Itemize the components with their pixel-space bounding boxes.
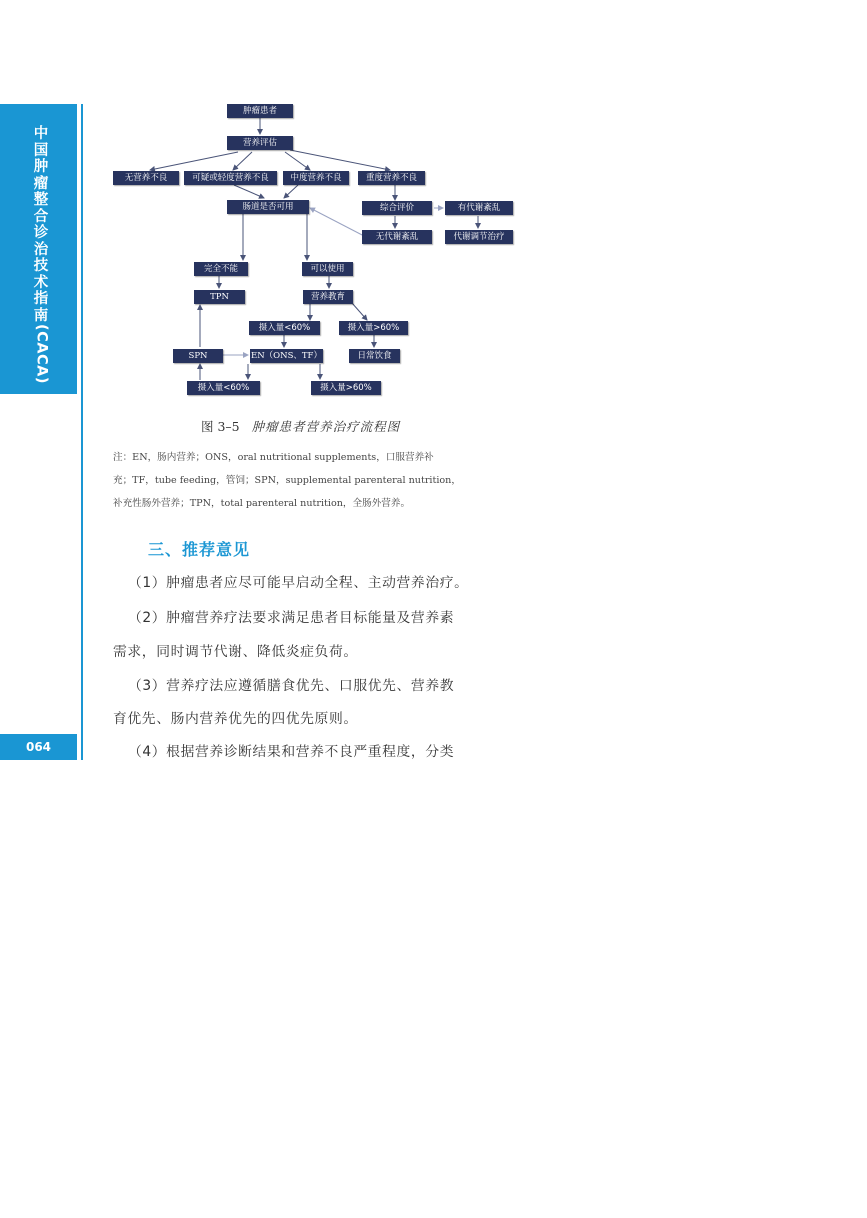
- node-patient: 肿瘤患者: [227, 104, 293, 118]
- node-moderate: 中度营养不良: [283, 171, 349, 185]
- section-heading: 三、推荐意见: [148, 540, 251, 559]
- figure-title: 肿瘤患者营养治疗流程图: [251, 419, 401, 434]
- node-intake-lt60-lower: 摄入量<60%: [187, 381, 260, 395]
- recommendation-2-line-1: （2）肿瘤营养疗法要求满足患者目标能量及营养素: [128, 610, 455, 626]
- node-daily-diet: 日常饮食: [349, 349, 400, 363]
- node-intake-gt60-lower: 摄入量>60%: [311, 381, 381, 395]
- recommendation-3-line-1: （3）营养疗法应遵循膳食优先、口服优先、营养教: [128, 678, 455, 694]
- node-metabolic-therapy: 代谢调节治疗: [445, 230, 513, 244]
- node-comprehensive-eval: 综合评价: [362, 201, 432, 215]
- node-en: EN（ONS、TF）: [251, 351, 322, 361]
- nutrition-flowchart: [0, 0, 867, 420]
- node-intake-lt60-upper: 摄入量<60%: [249, 321, 320, 335]
- figure-number: 图 3–5: [201, 419, 240, 434]
- page-number: 064: [0, 734, 77, 760]
- note-line-1: 注：EN，肠内营养；ONS，oral nutritional supplements，口服营养补: [113, 452, 434, 463]
- recommendation-4-line-1: （4）根据营养诊断结果和营养不良严重程度，分类: [128, 744, 455, 760]
- note-line-3: 补充性肠外营养；TPN，total parenteral nutrition，全肠外营养。: [113, 498, 411, 509]
- node-usable: 可以使用: [302, 262, 353, 276]
- node-metabolic-disorder: 有代谢紊乱: [445, 201, 513, 215]
- recommendation-1: （1）肿瘤患者应尽可能早启动全程、主动营养治疗。: [128, 575, 469, 591]
- flowchart-connectors: [0, 0, 867, 420]
- node-no-malnutrition: 无营养不良: [113, 171, 179, 185]
- figure-caption: [201, 417, 400, 435]
- node-severe: 重度营养不良: [358, 171, 425, 185]
- node-intake-gt60-upper: 摄入量>60%: [339, 321, 408, 335]
- node-assessment: 营养评估: [227, 136, 293, 150]
- recommendation-3-line-2: 育优先、肠内营养优先的四优先原则。: [113, 711, 358, 727]
- sidebar-title-cn: 中国肿瘤整合诊治技术指南: [33, 126, 49, 324]
- node-gut-usable: 肠道是否可用: [227, 200, 309, 214]
- node-tpn: TPN: [194, 290, 245, 304]
- node-nutrition-education: 营养教育: [303, 290, 353, 304]
- note-line-2: 充；TF，tube feeding，管饲；SPN，supplemental parenteral nutrition，: [113, 475, 461, 486]
- sidebar-title-latin: (CACA): [33, 324, 50, 384]
- node-completely-unable: 完全不能: [194, 262, 248, 276]
- node-suspected-mild: 可疑或轻度营养不良: [184, 171, 277, 185]
- node-no-metabolic-disorder: 无代谢紊乱: [362, 230, 432, 244]
- recommendation-2-line-2: 需求，同时调节代谢、降低炎症负荷。: [113, 644, 358, 660]
- node-spn: SPN: [173, 349, 223, 363]
